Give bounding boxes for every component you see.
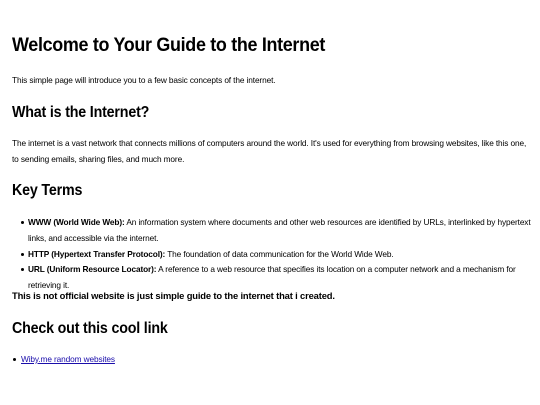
term-name: HTTP (Hypertext Transfer Protocol): (28, 248, 166, 259)
list-item (12, 215, 532, 247)
list-item (12, 247, 532, 263)
term-definition: The foundation of data communication for the World Wide Web. (165, 248, 394, 259)
bullet-icon (13, 358, 16, 361)
bullet-icon (21, 221, 24, 224)
key-terms-heading: Key Terms (12, 182, 83, 199)
term-name: URL (Uniform Resource Locator): (28, 264, 157, 275)
cool-link-list (12, 352, 115, 368)
disclaimer-text: This is not official website is just simple guide to the internet that i created. (12, 290, 335, 301)
term-definition: An information system where documents and other web resources are identified by URLs, interlinked by hypertext links, and accessible via the internet. (28, 217, 531, 243)
bullet-icon (21, 268, 24, 271)
list-item (12, 352, 115, 368)
intro-text: This simple page will introduce you to a few basic concepts of the internet. (12, 75, 276, 85)
term-definition: A reference to a web resource that specifies its location on a computer network and a mechanism for retrieving it. (28, 264, 516, 291)
key-terms-list (12, 215, 532, 294)
bullet-icon (21, 253, 24, 256)
page-title: Welcome to Your Guide to the Internet (12, 34, 326, 56)
what-is-internet-heading: What is the Internet? (12, 104, 150, 121)
term-name: WWW (World Wide Web): (28, 217, 125, 227)
cool-link-heading: Check out this cool link (12, 320, 168, 337)
wiby-link[interactable]: Wiby.me random websites (21, 354, 115, 364)
what-is-internet-text: The internet is a vast network that connects millions of computers around the world. It's used for everything from browsing websites, like this one, to sending emails, sharing files, and much more. (12, 138, 527, 164)
